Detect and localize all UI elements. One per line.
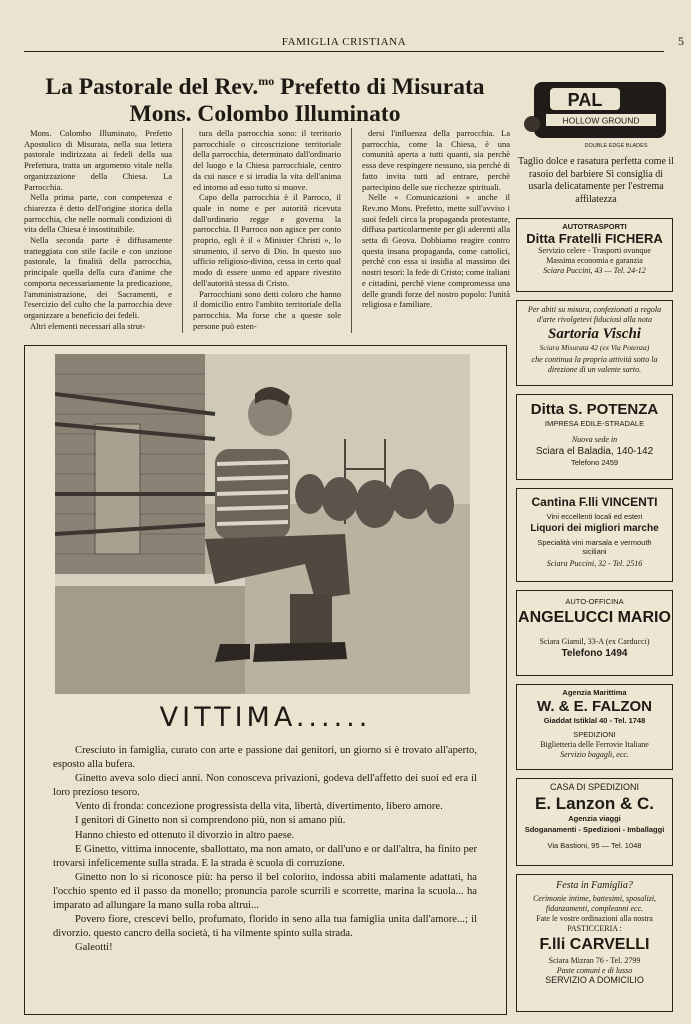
ad-lanzon — [516, 778, 673, 866]
headline-sup: mo — [258, 74, 275, 88]
story-paragraph: Povero fiore, crescevi bello, profumato, florido in seno alla tua famiglia unita dall'amore...; il divorzio. questo cancro della società, ti ha vilmente spinto sulla strada. — [53, 914, 477, 940]
carvelli-line1: Cerimonie intime, battesimi, sposalizi, fidanzamenti, compleanni ecc. — [532, 894, 657, 913]
falzon-line2: Biglietteria delle Ferrovie Italiane — [540, 739, 649, 749]
vischi-intro: Per abiti su misura, confezionati a regola d'arte rivolgetevi fiduciosi alla nota — [527, 305, 662, 324]
ad-angelucci — [516, 590, 673, 676]
boy-on-steps-illustration — [55, 354, 470, 694]
headline-line2: Mons. Colombo Illuminato — [129, 100, 401, 127]
vischi-name: Sartoria Vischi — [548, 326, 641, 342]
potenza-sub: IMPRESA EDILE-STRADALE — [544, 419, 645, 428]
lanzon-kicker: CASA DI SPEDIZIONI — [549, 782, 640, 792]
vincenti-address: Sciara Puccini, 32 - Tel. 2516 — [546, 558, 643, 568]
story-paragraph: Ginetto aveva solo dieci anni. Non conosceva privazioni, godeva dell'affetto dei suoi ed era il loro prezioso tesoro. — [53, 773, 477, 799]
column-divider — [182, 128, 183, 333]
ad-vischi — [516, 300, 673, 386]
angelucci-kicker: AUTO-OFFICINA — [565, 597, 624, 606]
advertisement-column — [516, 72, 676, 1017]
potenza-address: Sciara el Baladia, 140-142 — [535, 445, 654, 457]
ad-potenza — [516, 394, 673, 480]
lanzon-sub: Agenzia viaggi — [568, 813, 621, 823]
lanzon-address: Via Bastioni, 95 — Tel. 1048 — [547, 840, 642, 850]
story-paragraph: Galeotti! — [75, 942, 113, 954]
pal-tagline: DOUBLE EDGE BLADES — [584, 143, 648, 149]
publication-name: FAMIGLIA CRISTIANA — [281, 36, 407, 48]
story-paragraph: Hanno chiesto ed ottenuto il divorzio in altro paese. — [75, 829, 295, 841]
vischi-address: Sciara Misurata 42 (ex Via Potenza) — [539, 343, 650, 352]
story-paragraph: Cresciuto in famiglia, curato con arte e passione dai genitori, un giorno si è trovato all'aperto, esposto alla bufera. — [53, 745, 477, 771]
paragraph: Nella prima parte, con competenza e chiarezza è detto dell'origine storica della parrocchia, che nelle normali condizioni di vita della Chiesa è insostituibile. — [24, 192, 173, 235]
fichera-line2: Massima economia e garanzia — [546, 255, 643, 265]
vincenti-line1: Vini eccellenti locali ed esteri — [546, 512, 643, 521]
carvelli-line3: Paste comuni e di lusso — [556, 966, 633, 975]
running-head — [24, 34, 684, 52]
story-paragraph: Ginetto non lo si riconosce più: ha perso il bel colorito, indossa abiti malamente adattati, ha l'occhio spento ed il passo da monello; pronuncia parole scurrili e scorrette, marina la scuola... ha imparato ad allungare la mano sulla roba altrui... — [53, 871, 477, 912]
article-column-3 — [362, 128, 510, 333]
paragraph: Capo della parrocchia è il Parroco, il quale in nome e per autorità ricevuta dall'ordinario regge e governa la parrocchia. Il Parroco non agisce per conto proprio, egli è il « Minister Christi », lo strumento, il servo di Dio. In questo suo ufficio religioso-divino, cessa in certo qual modo di essere uomo ed appare rivestito dell'autorità stessa di Cristo. — [192, 192, 342, 288]
page-number: 5 — [678, 34, 684, 48]
falzon-address: Giaddat Istiklal 40 - Tel. 1748 — [543, 715, 646, 725]
carvelli-name: F.lli CARVELLI — [539, 936, 650, 953]
fichera-name: Ditta Fratelli FICHERA — [526, 230, 663, 246]
paragraph: dersi l'influenza della parrocchia. La parrocchia, come la Chiesa, è una comunità aperta a tutti quanti, sia perchè essa deve respingere nessuno, sia perchè di fatto invita tutti ad entrare, perchè partecipino delle sue ricchezze spirituali. — [361, 128, 510, 192]
carvelli-kicker: Festa in Famiglia? — [556, 880, 633, 891]
potenza-name: Ditta S. POTENZA — [530, 401, 659, 418]
vincenti-line2: Liquori dei migliori marche — [530, 522, 659, 534]
lanzon-services: Sdoganamenti - Spedizioni - Imballaggi — [524, 825, 665, 834]
carvelli-address: Sciara Mizran 76 - Tel. 2799 — [548, 956, 641, 965]
pal-blade-logo — [524, 78, 670, 150]
column-divider — [351, 128, 352, 333]
carvelli-line2: Fate le vostre ordinazioni alla nostra PASTICCERIA : — [536, 914, 653, 933]
story-paragraph: I genitori di Ginetto non si comprendono più, non si amano più. — [75, 815, 346, 827]
fichera-line1: Servizio celere - Trasporti ovunque — [538, 245, 651, 255]
paragraph: tura della parrocchia sono: il territorio parrocchiale o circoscrizione territoriale della parrocchia, determinato dall'ordinario del luogo e la Chiesa parrocchiale, centro da cui nasce e si irradia la vita dell'anima ed intorno ad esso tutto si muove. — [192, 128, 342, 192]
article-column-2 — [193, 128, 341, 333]
paragraph: Nelle « Comunicazioni » anche il Rev.mo Mons. Prefetto, mette sull'avviso i suoi fedeli circa la propaganda protestante, diffusa particolarmente per gli aderenti alla setta di Geova. Dobbiamo reagire contro questa insana propaganda, come cattolici, perchè con essa si insidia al massimo dei nostri tesori: la fede di Cristo; come italiani e cittadini, perchè viene compromessa una delle grandi forze del nostro popolo: l'unità religiosa e familiare. — [361, 192, 510, 310]
fichera-kicker: AUTOTRASPORTI — [562, 222, 627, 231]
article-headline — [20, 68, 510, 128]
angelucci-name: ANGELUCCI MARIO — [518, 608, 671, 626]
vischi-outro: che continua la propria attività sotto la direzione di un valente sarto. — [531, 355, 658, 374]
falzon-line1: SPEDIZIONI — [573, 730, 616, 739]
fichera-address: Sciara Puccini, 43 — Tel. 24-12 — [543, 265, 646, 275]
pal-ad-text: Taglio dolce e rasatura perfetta come il rasoio del barbiere Si consiglia di usarla delicatamente per l'estrema affilatezza — [518, 156, 674, 205]
pal-sub: HOLLOW GROUND — [562, 115, 640, 126]
potenza-note: Nuova sede in — [571, 434, 618, 444]
story-paragraph: Vento di fronda: concezione progressista della vita, libertà, divertimento, libero amore. — [75, 801, 443, 813]
potenza-phone: Telefono 2459 — [570, 457, 619, 467]
falzon-kicker: Agenzia Marittima — [562, 688, 627, 697]
ad-fichera — [516, 218, 673, 292]
carvelli-line4: SERVIZIO A DOMICILIO — [545, 975, 644, 985]
angelucci-address: Sciara Giamil, 33-A (ex Carducci) — [539, 636, 650, 646]
story-title: VITTIMA...... — [159, 702, 372, 733]
falzon-name: W. & E. FALZON — [537, 697, 652, 715]
angelucci-phone: Telefono 1494 — [561, 647, 628, 659]
article-column-1 — [24, 128, 172, 333]
vincenti-name: Cantina F.lli VINCENTI — [531, 495, 658, 509]
vincenti-line3: Specialità vini marsala e vermouth siciliani — [537, 537, 652, 556]
pal-brand: PAL — [567, 90, 603, 110]
headline-part2: Prefetto di Misurata — [274, 73, 485, 100]
lanzon-name: E. Lanzon & C. — [535, 793, 654, 813]
paragraph: Parrocchiani sono detti coloro che hanno il domicilio entro l'ambito territoriale della parrocchia. Ma forse che a queste sole persone può esten- — [192, 288, 342, 331]
story-paragraph: E Ginetto, vittima innocente, sballottato, ma non amato, or dall'uno e or dall'altra, ha finito per trovarsi infelicemente sulla strada. E la strada è scuola di corruzione. — [53, 843, 477, 869]
article-body — [24, 128, 510, 333]
ad-carvelli — [516, 874, 673, 1012]
story-text — [53, 744, 477, 955]
story-box — [24, 345, 507, 1015]
ad-vincenti — [516, 488, 673, 582]
story-illustration — [55, 354, 470, 694]
falzon-line3: Servizio bagagli, ecc. — [560, 749, 629, 759]
headline-part1: La Pastorale del Rev. — [45, 73, 259, 100]
paragraph: Nella seconda parte è diffusamente tratteggiata con stile facile e con unzione pastorale, la finalità della parrocchia, principale quella della cura d'anime che comporta necessariamente la predicazione, l'amministrazione, dei Sacramenti, e l'esercizio del culto che la parrocchia deve organizzare a beneficio dei fedeli. — [24, 235, 173, 320]
ad-falzon — [516, 684, 673, 770]
paragraph: Mons. Colombo Illuminato, Prefetto Apostolico di Misurata, nella sua lettera pastorale indirizzata ai fedeli della sua Prefettura, tratta un argomento vitale nella organizzazione della Chiesa. La Parrocchia. — [24, 128, 173, 192]
paragraph: Altri elementi necessari alla strut- — [30, 320, 146, 331]
